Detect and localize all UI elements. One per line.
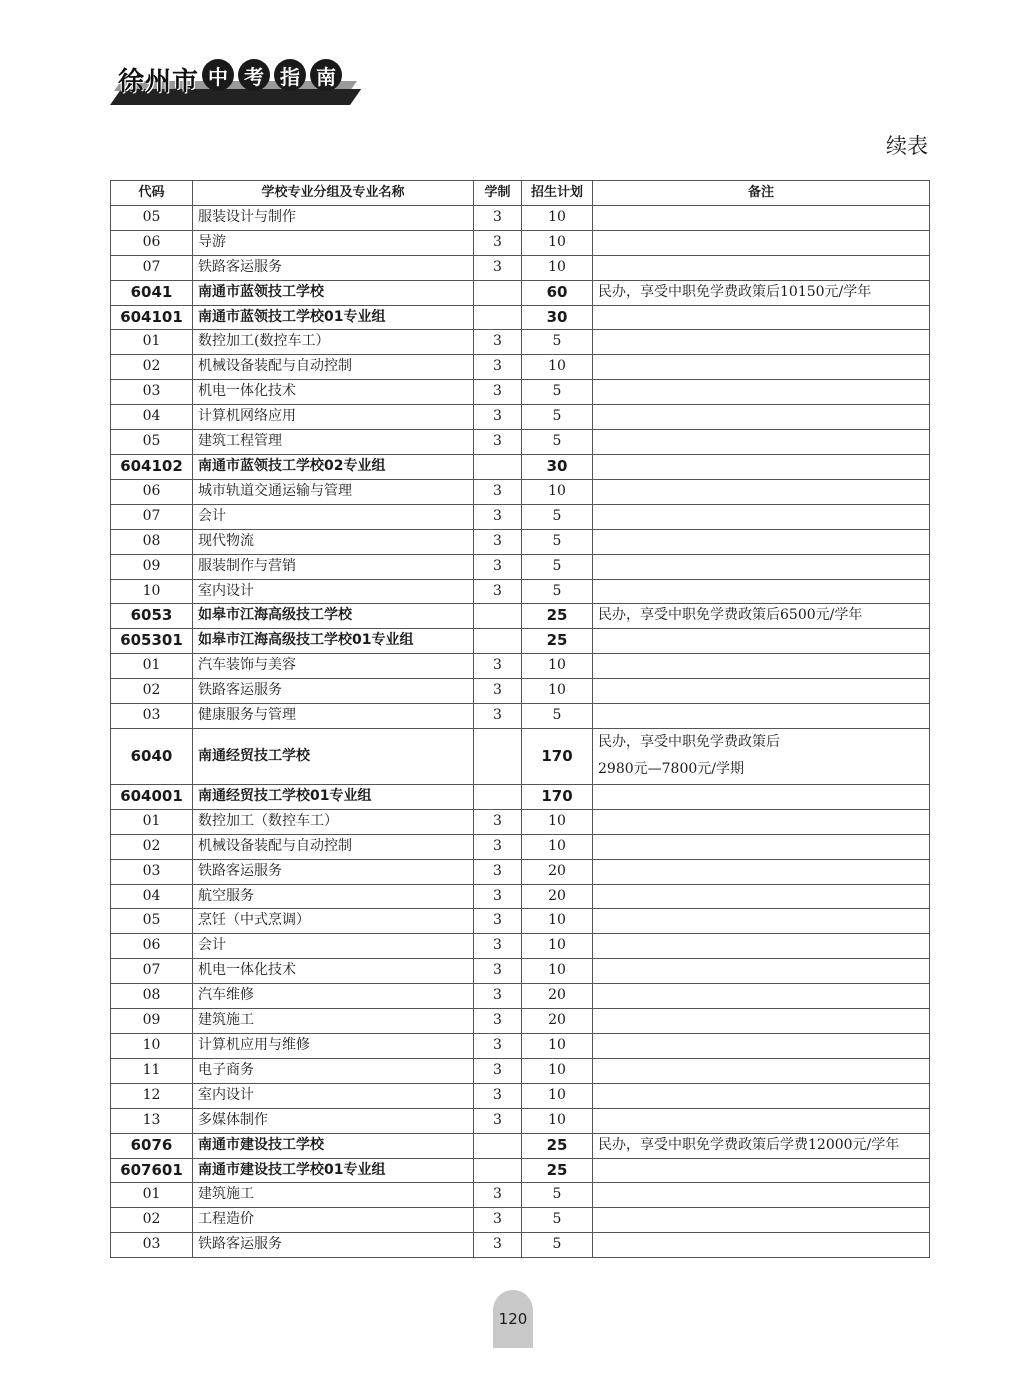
cell-plan: 5: [522, 529, 593, 554]
table-body: [111, 205, 930, 1257]
cell-note: 民办，享受中职免学费政策后学费12000元/学年: [593, 1133, 930, 1158]
cell-code: 6076: [111, 1133, 193, 1158]
cell-plan: 10: [522, 654, 593, 679]
cell-years: 3: [474, 504, 522, 529]
cell-note: [593, 984, 930, 1009]
cell-years: 3: [474, 529, 522, 554]
table-row: [111, 859, 930, 884]
cell-years: 3: [474, 255, 522, 280]
table-row: [111, 1183, 930, 1208]
cell-note: [593, 728, 930, 784]
col-header-code: 代码: [111, 181, 193, 206]
cell-name: 南通经贸技工学校: [193, 728, 474, 784]
cell-name: 铁路客运服务: [193, 859, 474, 884]
cell-name: 导游: [193, 230, 474, 255]
cell-code: 604001: [111, 784, 193, 809]
cell-name: 多媒体制作: [193, 1108, 474, 1133]
cell-name: 电子商务: [193, 1058, 474, 1083]
cell-code: 6041: [111, 280, 193, 305]
cell-name: 航空服务: [193, 884, 474, 909]
cell-years: 3: [474, 330, 522, 355]
cell-note: [593, 1083, 930, 1108]
cell-plan: 5: [522, 704, 593, 729]
cell-code: 10: [111, 579, 193, 604]
table-row: [111, 554, 930, 579]
cell-years: 3: [474, 479, 522, 504]
cell-note: [593, 1058, 930, 1083]
cell-note: [593, 784, 930, 809]
table-row: [111, 934, 930, 959]
cell-note: [593, 579, 930, 604]
cell-code: 607601: [111, 1158, 193, 1183]
cell-years: 3: [474, 834, 522, 859]
cell-plan: 10: [522, 205, 593, 230]
table-row: [111, 809, 930, 834]
table-row: [111, 909, 930, 934]
cell-name: 如皋市江海高级技工学校: [193, 604, 474, 629]
cell-years: [474, 305, 522, 330]
cell-note: [593, 654, 930, 679]
cell-note: [593, 330, 930, 355]
cell-plan: 25: [522, 1133, 593, 1158]
table-row: [111, 1208, 930, 1233]
cell-code: 6040: [111, 728, 193, 784]
cell-years: 3: [474, 1058, 522, 1083]
cell-plan: 10: [522, 909, 593, 934]
cell-years: 3: [474, 984, 522, 1009]
cell-name: 服装设计与制作: [193, 205, 474, 230]
cell-code: 02: [111, 1208, 193, 1233]
cell-years: 3: [474, 909, 522, 934]
cell-note: [593, 230, 930, 255]
cell-code: 03: [111, 1233, 193, 1258]
table-row: [111, 430, 930, 455]
cell-years: [474, 784, 522, 809]
cell-years: 3: [474, 959, 522, 984]
cell-plan: 10: [522, 679, 593, 704]
cell-years: 3: [474, 554, 522, 579]
cell-code: 02: [111, 355, 193, 380]
cell-note: [593, 355, 930, 380]
cell-plan: 25: [522, 604, 593, 629]
cell-plan: 10: [522, 230, 593, 255]
cell-code: 604102: [111, 454, 193, 479]
cell-code: 01: [111, 654, 193, 679]
table-row: [111, 728, 930, 784]
cell-code: 04: [111, 884, 193, 909]
cell-note: [593, 380, 930, 405]
cell-plan: 5: [522, 554, 593, 579]
cell-note: [593, 1009, 930, 1034]
logo-seal-4: 南: [310, 59, 342, 91]
cell-note: [593, 479, 930, 504]
cell-name: 机械设备装配与自动控制: [193, 834, 474, 859]
cell-plan: 10: [522, 1083, 593, 1108]
cell-code: 07: [111, 959, 193, 984]
table-row: [111, 330, 930, 355]
cell-code: 02: [111, 834, 193, 859]
cell-name: 会计: [193, 504, 474, 529]
cell-note: [593, 305, 930, 330]
cell-years: 3: [474, 1208, 522, 1233]
cell-plan: 20: [522, 1009, 593, 1034]
cell-name: 室内设计: [193, 1083, 474, 1108]
cell-plan: 5: [522, 405, 593, 430]
table-row: [111, 959, 930, 984]
logo-seal-1: 中: [202, 59, 234, 91]
cell-years: [474, 454, 522, 479]
cell-code: 06: [111, 934, 193, 959]
cell-years: 3: [474, 405, 522, 430]
cell-code: 605301: [111, 629, 193, 654]
table-row: [111, 1108, 930, 1133]
cell-code: 03: [111, 704, 193, 729]
cell-plan: 5: [522, 330, 593, 355]
cell-name: 南通市建设技工学校: [193, 1133, 474, 1158]
cell-code: 05: [111, 205, 193, 230]
cell-code: 03: [111, 380, 193, 405]
cell-note: [593, 809, 930, 834]
cell-plan: 5: [522, 1183, 593, 1208]
cell-plan: 25: [522, 1158, 593, 1183]
cell-code: 09: [111, 1009, 193, 1034]
cell-years: 3: [474, 1233, 522, 1258]
cell-plan: 25: [522, 629, 593, 654]
table-row: [111, 280, 930, 305]
cell-note: [593, 934, 930, 959]
cell-code: 02: [111, 679, 193, 704]
table-row: [111, 1133, 930, 1158]
cell-name: 南通经贸技工学校01专业组: [193, 784, 474, 809]
table-row: [111, 1233, 930, 1258]
cell-plan: 170: [522, 728, 593, 784]
cell-note: 民办，享受中职免学费政策后6500元/学年: [593, 604, 930, 629]
cell-name: 机械设备装配与自动控制: [193, 355, 474, 380]
cell-years: 3: [474, 1108, 522, 1133]
cell-name: 铁路客运服务: [193, 679, 474, 704]
cell-name: 机电一体化技术: [193, 959, 474, 984]
page-number: 120: [498, 1310, 528, 1328]
cell-years: 3: [474, 1009, 522, 1034]
cell-code: 11: [111, 1058, 193, 1083]
cell-note: [593, 859, 930, 884]
cell-name: 建筑施工: [193, 1009, 474, 1034]
col-header-note: 备注: [593, 181, 930, 206]
cell-note: [593, 884, 930, 909]
col-header-name: 学校专业分组及专业名称: [193, 181, 474, 206]
cell-name: 计算机网络应用: [193, 405, 474, 430]
table-row: [111, 1158, 930, 1183]
cell-code: 01: [111, 809, 193, 834]
table-header-row: [111, 181, 930, 206]
cell-plan: 30: [522, 305, 593, 330]
cell-code: 05: [111, 430, 193, 455]
col-header-plan: 招生计划: [522, 181, 593, 206]
cell-note: [593, 554, 930, 579]
table-row: [111, 1009, 930, 1034]
cell-plan: 10: [522, 809, 593, 834]
cell-name: 数控加工(数控车工）: [193, 330, 474, 355]
cell-plan: 10: [522, 479, 593, 504]
table-row: [111, 654, 930, 679]
cell-note: [593, 1233, 930, 1258]
cell-note: 民办，享受中职免学费政策后10150元/学年: [593, 280, 930, 305]
cell-code: 04: [111, 405, 193, 430]
table-row: [111, 884, 930, 909]
cell-name: 城市轨道交通运输与管理: [193, 479, 474, 504]
cell-note: [593, 1158, 930, 1183]
cell-name: 工程造价: [193, 1208, 474, 1233]
cell-years: 3: [474, 205, 522, 230]
cell-code: 08: [111, 529, 193, 554]
header-logo: [110, 55, 355, 110]
cell-code: 12: [111, 1083, 193, 1108]
cell-name: 如皋市江海高级技工学校01专业组: [193, 629, 474, 654]
cell-plan: 10: [522, 834, 593, 859]
cell-plan: 5: [522, 579, 593, 604]
cell-years: 3: [474, 1083, 522, 1108]
cell-plan: 10: [522, 1108, 593, 1133]
cell-code: 13: [111, 1108, 193, 1133]
cell-note: [593, 1208, 930, 1233]
cell-years: [474, 629, 522, 654]
table-row: [111, 1083, 930, 1108]
cell-note: [593, 834, 930, 859]
note-line-2: 2980元—7800元/学期: [598, 761, 744, 778]
cell-plan: 10: [522, 355, 593, 380]
cell-years: [474, 1158, 522, 1183]
table-row: [111, 504, 930, 529]
cell-plan: 5: [522, 504, 593, 529]
cell-plan: 10: [522, 255, 593, 280]
cell-plan: 5: [522, 1233, 593, 1258]
cell-note: [593, 1034, 930, 1059]
cell-name: 建筑施工: [193, 1183, 474, 1208]
table-row: [111, 704, 930, 729]
table-row: [111, 1034, 930, 1059]
cell-note: [593, 679, 930, 704]
cell-name: 南通市蓝领技工学校: [193, 280, 474, 305]
cell-name: 南通市蓝领技工学校02专业组: [193, 454, 474, 479]
cell-name: 室内设计: [193, 579, 474, 604]
cell-name: 建筑工程管理: [193, 430, 474, 455]
cell-years: 3: [474, 579, 522, 604]
cell-code: 01: [111, 1183, 193, 1208]
logo-city: 徐州市: [118, 67, 200, 97]
cell-code: 09: [111, 554, 193, 579]
table-row: [111, 380, 930, 405]
cell-name: 南通市蓝领技工学校01专业组: [193, 305, 474, 330]
enrollment-table: [110, 180, 930, 1258]
cell-years: 3: [474, 859, 522, 884]
cell-years: [474, 1133, 522, 1158]
cell-years: 3: [474, 679, 522, 704]
table-row: [111, 255, 930, 280]
cell-years: 3: [474, 1183, 522, 1208]
cell-code: 01: [111, 330, 193, 355]
cell-name: 计算机应用与维修: [193, 1034, 474, 1059]
logo-seal-2: 考: [238, 59, 270, 91]
continued-label: 续表: [886, 134, 928, 158]
cell-code: 08: [111, 984, 193, 1009]
cell-plan: 30: [522, 454, 593, 479]
cell-years: 3: [474, 355, 522, 380]
cell-note: [593, 454, 930, 479]
cell-plan: 5: [522, 380, 593, 405]
cell-years: 3: [474, 380, 522, 405]
cell-note: [593, 255, 930, 280]
cell-code: 06: [111, 479, 193, 504]
cell-code: 05: [111, 909, 193, 934]
cell-plan: 10: [522, 1058, 593, 1083]
cell-name: 南通市建设技工学校01专业组: [193, 1158, 474, 1183]
table-row: [111, 834, 930, 859]
table-row: [111, 604, 930, 629]
table-row: [111, 355, 930, 380]
table-row: [111, 305, 930, 330]
table-row: [111, 529, 930, 554]
cell-code: 10: [111, 1034, 193, 1059]
cell-note: [593, 1108, 930, 1133]
table-row: [111, 984, 930, 1009]
cell-note: [593, 1183, 930, 1208]
cell-note: [593, 405, 930, 430]
logo-seal-3: 指: [274, 59, 306, 91]
cell-note: [593, 959, 930, 984]
cell-name: 汽车装饰与美容: [193, 654, 474, 679]
cell-name: 汽车维修: [193, 984, 474, 1009]
cell-name: 现代物流: [193, 529, 474, 554]
table-row: [111, 1058, 930, 1083]
cell-code: 03: [111, 859, 193, 884]
cell-name: 铁路客运服务: [193, 255, 474, 280]
cell-years: 3: [474, 1034, 522, 1059]
table-row: [111, 679, 930, 704]
table-row: [111, 230, 930, 255]
cell-plan: 10: [522, 959, 593, 984]
cell-years: 3: [474, 884, 522, 909]
cell-code: 604101: [111, 305, 193, 330]
table-row: [111, 629, 930, 654]
cell-name: 机电一体化技术: [193, 380, 474, 405]
cell-name: 铁路客运服务: [193, 1233, 474, 1258]
cell-note: [593, 430, 930, 455]
cell-plan: 10: [522, 934, 593, 959]
cell-years: [474, 280, 522, 305]
cell-plan: 20: [522, 984, 593, 1009]
cell-note: [593, 629, 930, 654]
cell-plan: 20: [522, 884, 593, 909]
cell-plan: 5: [522, 430, 593, 455]
cell-plan: 20: [522, 859, 593, 884]
cell-years: 3: [474, 430, 522, 455]
note-line-1: 民办，享受中职免学费政策后: [598, 734, 780, 751]
col-header-years: 学制: [474, 181, 522, 206]
cell-years: 3: [474, 704, 522, 729]
table-row: [111, 579, 930, 604]
cell-name: 健康服务与管理: [193, 704, 474, 729]
cell-plan: 5: [522, 1208, 593, 1233]
cell-years: 3: [474, 654, 522, 679]
cell-name: 数控加工（数控车工）: [193, 809, 474, 834]
cell-years: [474, 604, 522, 629]
cell-years: 3: [474, 934, 522, 959]
cell-code: 6053: [111, 604, 193, 629]
table-row: [111, 784, 930, 809]
cell-note: [593, 529, 930, 554]
cell-name: 烹饪（中式烹调）: [193, 909, 474, 934]
table-row: [111, 205, 930, 230]
table-row: [111, 405, 930, 430]
cell-plan: 170: [522, 784, 593, 809]
cell-code: 07: [111, 504, 193, 529]
cell-years: 3: [474, 230, 522, 255]
cell-note: [593, 704, 930, 729]
cell-plan: 10: [522, 1034, 593, 1059]
cell-note: [593, 909, 930, 934]
cell-plan: 60: [522, 280, 593, 305]
cell-name: 会计: [193, 934, 474, 959]
table-row: [111, 454, 930, 479]
cell-name: 服装制作与营销: [193, 554, 474, 579]
table-row: [111, 479, 930, 504]
cell-code: 07: [111, 255, 193, 280]
cell-code: 06: [111, 230, 193, 255]
cell-years: 3: [474, 809, 522, 834]
cell-years: [474, 728, 522, 784]
cell-note: [593, 205, 930, 230]
cell-note: [593, 504, 930, 529]
